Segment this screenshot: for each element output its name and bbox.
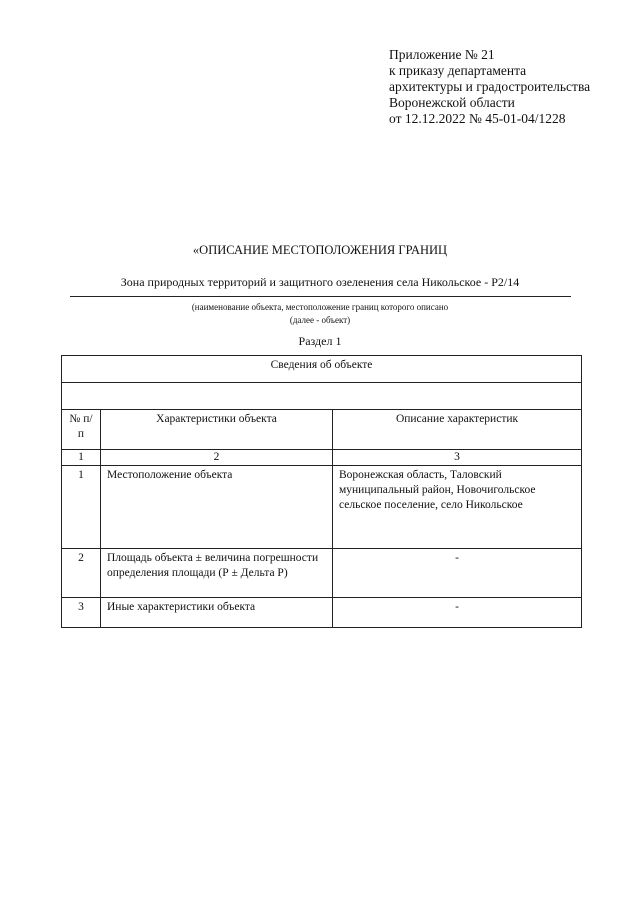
row-characteristic: Площадь объекта ± величина погрешности определения площади (Р ± Дельта Р)	[101, 549, 333, 598]
row-num: 2	[62, 549, 101, 598]
header-num: № п/п	[62, 410, 101, 450]
column-number: 1	[62, 450, 101, 466]
object-name: Зона природных территорий и защитного озеленения села Никольское - Р2/14	[120, 275, 520, 289]
appendix-line: от 12.12.2022 № 45-01-04/1228	[389, 111, 566, 126]
row-description: -	[333, 549, 582, 598]
appendix-line: Приложение № 21	[389, 47, 495, 62]
row-num: 3	[62, 598, 101, 628]
row-description: Воронежская область, Таловский муниципальный район, Новочигольское сельское поселение, село Никольское	[333, 466, 582, 549]
row-characteristic: Иные характеристики объекта	[101, 598, 333, 628]
column-number: 2	[101, 450, 333, 466]
note-line: (наименование объекта, местоположение границ которого описано	[191, 302, 449, 312]
section-title: Раздел 1	[298, 334, 342, 348]
row-num: 1	[62, 466, 101, 549]
row-description: -	[333, 598, 582, 628]
appendix-line: к приказу департамента	[389, 63, 527, 78]
table-row	[62, 598, 582, 628]
appendix-line: Воронежской области	[389, 95, 515, 110]
row-characteristic: Местоположение объекта	[101, 466, 333, 549]
object-name-underline	[70, 296, 571, 297]
table-caption: Сведения об объекте	[62, 356, 582, 383]
object-info-table	[61, 355, 582, 628]
table-empty-row	[62, 383, 582, 410]
header-description: Описание характеристик	[333, 410, 582, 450]
appendix-block	[389, 47, 590, 127]
column-number: 3	[333, 450, 582, 466]
note-line: (далее - объект)	[289, 315, 351, 325]
table-row	[62, 549, 582, 598]
header-characteristics: Характеристики объекта	[101, 410, 333, 450]
appendix-line: архитектуры и градостроительства	[389, 79, 591, 94]
document-title: «ОПИСАНИЕ МЕСТОПОЛОЖЕНИЯ ГРАНИЦ	[192, 243, 448, 257]
table-row	[62, 466, 582, 549]
object-name-note	[0, 301, 640, 327]
